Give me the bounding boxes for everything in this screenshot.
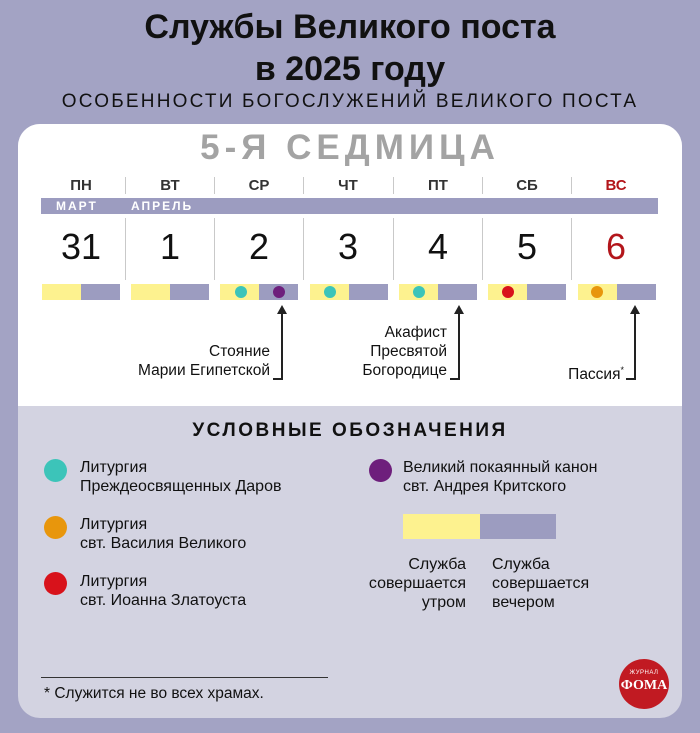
legend-canon-dot xyxy=(369,459,392,482)
wed-canon-dot xyxy=(273,286,285,298)
thu-evening-segment xyxy=(349,284,388,300)
legend-morning-swatch xyxy=(403,514,480,539)
legend-canon-label: Великий покаянный канон свт. Андрея Критского xyxy=(403,459,598,495)
month-label-march: МАРТ xyxy=(56,199,98,213)
page-subtitle: ОСОБЕННОСТИ БОГОСЛУЖЕНИЙ ВЕЛИКОГО ПОСТА xyxy=(61,91,639,112)
title-line-2: в 2025 году xyxy=(254,50,446,88)
month-label-april: АПРЕЛЬ xyxy=(131,199,194,213)
legend-basil-label: Литургия свт. Василия Великого xyxy=(80,516,247,552)
day-name-tue: ВТ xyxy=(160,177,180,194)
day-name-mon: ПН xyxy=(70,177,92,194)
tue-evening-segment xyxy=(170,284,209,300)
mon-morning-segment xyxy=(42,284,81,300)
week-panel xyxy=(18,124,682,406)
logo-small-text: ЖУРНАЛ xyxy=(629,670,659,676)
legend-evening-swatch xyxy=(480,514,556,539)
day-name-sun: ВС xyxy=(605,177,627,194)
foma-logo xyxy=(619,659,669,709)
date-fri: 4 xyxy=(427,226,449,267)
date-tue: 1 xyxy=(159,226,181,267)
date-mon: 31 xyxy=(60,226,102,267)
day-name-thu: ЧТ xyxy=(338,177,358,194)
arrow-line-wed xyxy=(281,313,283,380)
annotation-mary-of-egypt: Стояние Марии Египетской xyxy=(137,343,270,379)
day-name-separator xyxy=(482,177,483,194)
logo-big-text: ФОМА xyxy=(620,678,668,693)
sat-evening-segment xyxy=(527,284,566,300)
legend-chrysostom-dot xyxy=(44,572,67,595)
legend-presanctified-label: Литургия Преждеосвященных Даров xyxy=(80,459,282,495)
wed-presanctified-dot xyxy=(235,286,247,298)
day-name-separator xyxy=(303,177,304,194)
legend-basil-dot xyxy=(44,516,67,539)
tue-morning-segment xyxy=(131,284,170,300)
legend-evening-caption: Служба совершается вечером xyxy=(492,556,590,611)
day-name-separator xyxy=(125,177,126,194)
footnote: * Служится не во всех храмах. xyxy=(44,685,264,702)
day-name-sat: СБ xyxy=(516,177,538,194)
day-name-separator xyxy=(214,177,215,194)
arrow-line-fri xyxy=(458,313,460,380)
date-wed: 2 xyxy=(248,226,270,267)
sun-basil-dot xyxy=(591,286,603,298)
date-thu: 3 xyxy=(337,226,359,267)
calendar-card xyxy=(18,124,682,718)
arrow-tail-sun xyxy=(626,378,636,380)
page-title xyxy=(0,6,700,90)
arrow-tail-fri xyxy=(450,378,460,380)
fri-evening-segment xyxy=(438,284,477,300)
date-sun: 6 xyxy=(605,226,627,267)
fri-presanctified-dot xyxy=(413,286,425,298)
week-title: 5-Я СЕДМИЦА xyxy=(200,128,500,167)
day-name-separator xyxy=(571,177,572,194)
arrow-tail-wed xyxy=(273,378,283,380)
legend-chrysostom-label: Литургия свт. Иоанна Златоуста xyxy=(80,573,247,609)
legend-morning-caption: Служба совершается утром xyxy=(368,556,466,611)
thu-presanctified-dot xyxy=(324,286,336,298)
day-name-wed: СР xyxy=(248,177,270,194)
mon-evening-segment xyxy=(81,284,120,300)
day-name-separator xyxy=(393,177,394,194)
date-sat: 5 xyxy=(516,226,538,267)
annotation-akathist: Акафист Пресвятой Богородице xyxy=(362,324,447,379)
annotation-passion: Пассия* xyxy=(568,365,624,384)
sat-chrysostom-dot xyxy=(502,286,514,298)
day-name-fri: ПТ xyxy=(428,177,448,194)
sun-evening-segment xyxy=(617,284,656,300)
legend-title: УСЛОВНЫЕ ОБОЗНАЧЕНИЯ xyxy=(192,420,508,441)
title-line-1: Службы Великого поста xyxy=(144,8,556,46)
legend-presanctified-dot xyxy=(44,459,67,482)
footnote-divider xyxy=(41,677,328,678)
arrow-line-sun xyxy=(634,313,636,380)
